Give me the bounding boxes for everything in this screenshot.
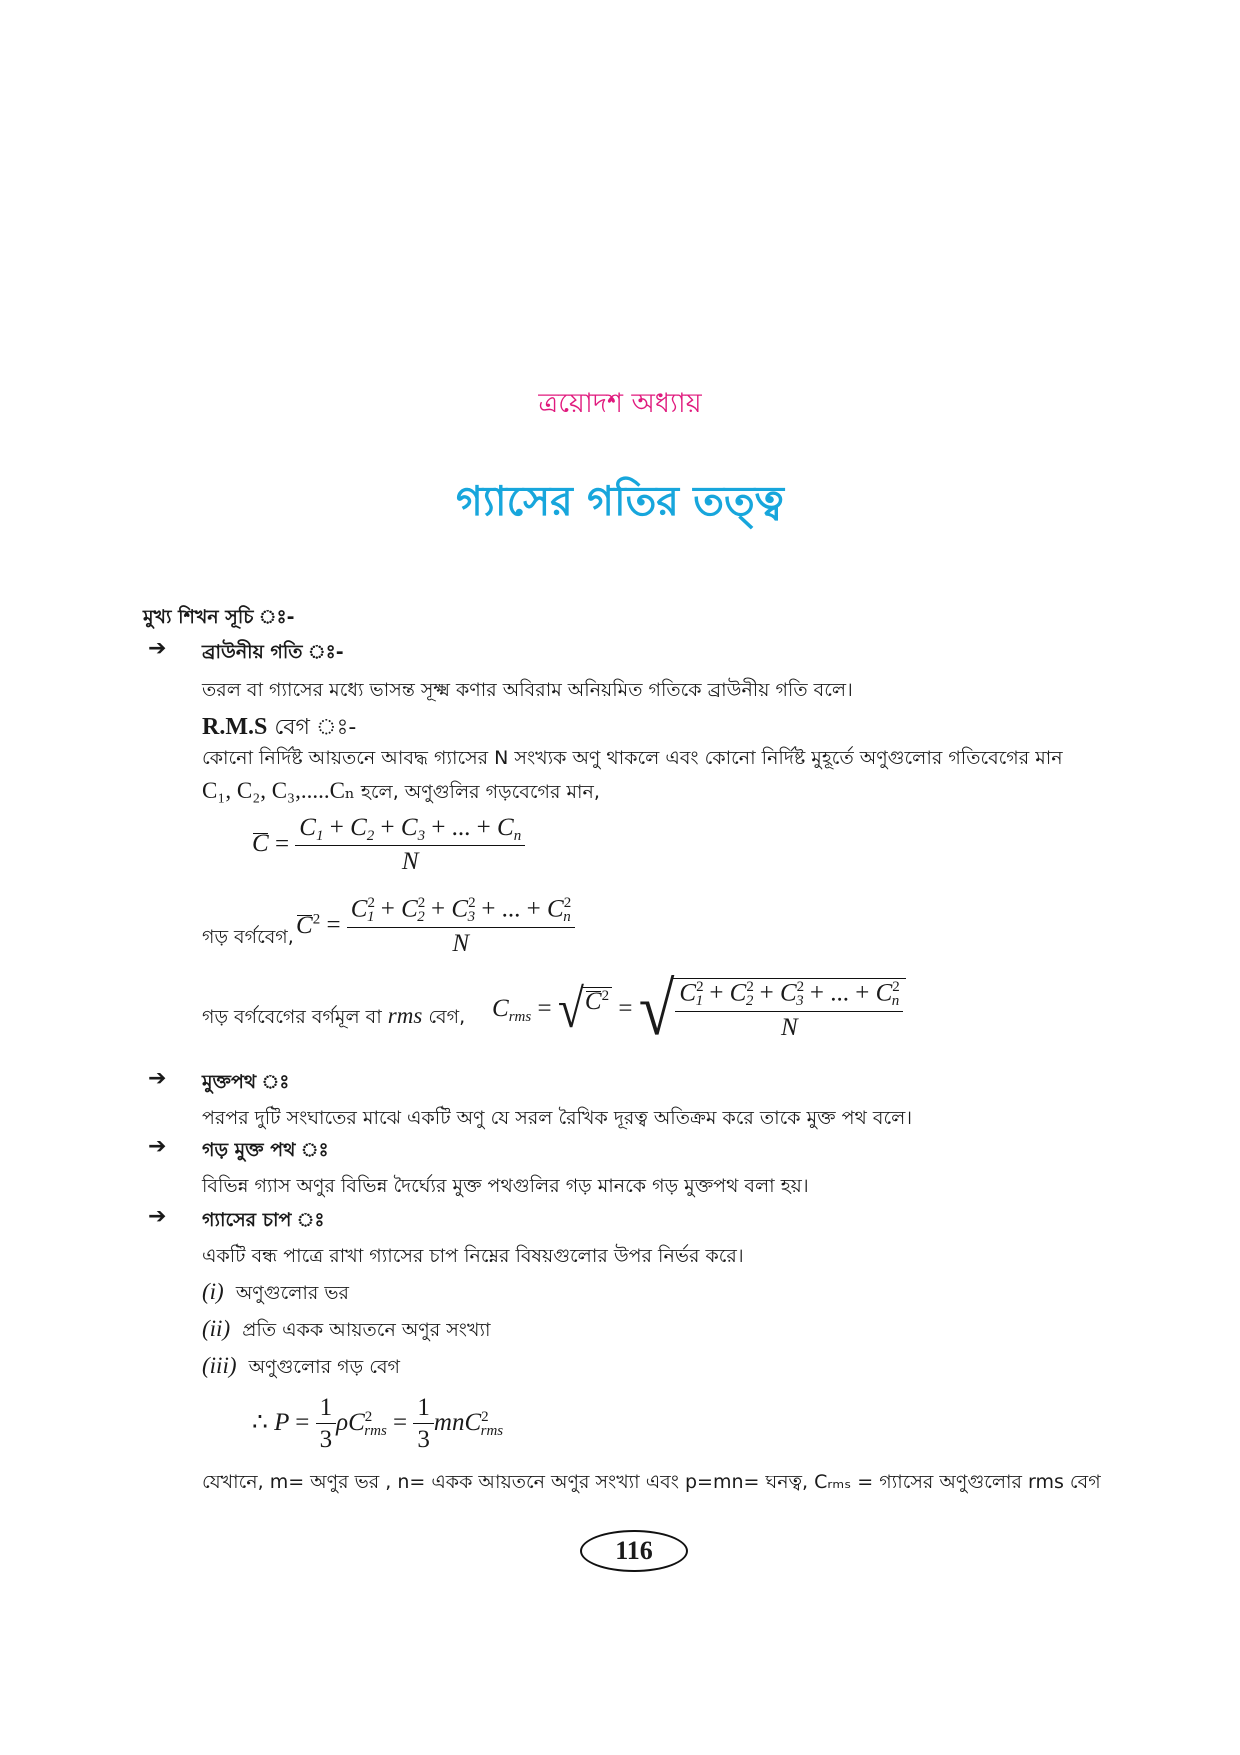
where-line: যেখানে, m= অণুর ভর , n= একক আয়তনে অণুর সংখ্যা এবং p=mn= ঘনত্ব, Cᵣₘₛ = গ্যাসের অণুগুলোর rms বেগ	[202, 1471, 1101, 1493]
rms-label	[202, 1003, 465, 1035]
arrow-right-icon: ➔	[148, 1134, 167, 1159]
mean-free-path-text: বিভিন্ন গ্যাস অণুর বিভিন্ন দৈর্ঘ্যের মুক্ত পথগুলির গড় মানকে গড় মুক্তপথ বলা হয়।	[202, 1175, 809, 1197]
rms-heading-suffix: বেগ ঃ-	[267, 715, 357, 740]
free-path-heading: মুক্তপথ ঃ	[202, 1071, 290, 1093]
rms-label-suffix: বেগ,	[428, 1006, 466, 1028]
rms-text-line1: কোনো নির্দিষ্ট আয়তনে আবদ্ধ গ্যাসের N সংখ্যক অণু থাকলে এবং কোনো নির্দিষ্ট মুহূর্তে অণুগুলোর গতিবেগের মান	[202, 747, 1063, 769]
rms-heading	[202, 710, 356, 747]
mean-speed-formula: C = $\frac{C_1 + C_2 + C_3 + ... + C_n}{N}$	[252, 814, 525, 878]
arrow-right-icon: ➔	[148, 636, 167, 661]
free-path-text: পরপর দুটি সংঘাতের মাঝে একটি অণু যে সরল রৈখিক দূরত্ব অতিক্রম করে তাকে মুক্ত পথ বলে।	[202, 1107, 913, 1129]
rms-label-prefix: গড় বর্গবেগের বর্গমূল বা	[202, 1006, 382, 1028]
gas-pressure-text: একটি বন্ধ পাত্রে রাখা গ্যাসের চাপ নিম্নের বিষয়গুলোর উপর নির্ভর করে।	[202, 1245, 744, 1267]
mean-square-label: গড় বর্গবেগ,	[202, 926, 294, 948]
mean-free-path-heading: গড় মুক্ত পথ ঃ	[202, 1139, 329, 1161]
pressure-formula: ∴ P = $\frac{1}{3}$ $\rho C^2_{rms}$ = $\frac{1}{3}$ mnC$^2_{rms}$	[252, 1394, 504, 1453]
rms-heading-prefix: R.M.S	[202, 714, 268, 740]
factor-item: (i) অণুগুলোর ভর	[202, 1279, 350, 1304]
rms-text-line2	[202, 778, 600, 810]
rms-formula: $C_{rms}$ = √ $C^2$ = √ $\frac{C^2_1 + C^2_2 + C^2_3 + ... + C^2_n}{N}$	[492, 978, 906, 1043]
mean-square-formula: $C^2$ = $\frac{C^2_1 + C^2_2 + C^2_3 + ... + C^2_n}{N}$	[296, 895, 575, 959]
brownian-heading: ব্রাউনীয় গতি ঃ-	[202, 641, 344, 663]
gas-pressure-heading: গ্যাসের চাপ ঃ	[202, 1209, 325, 1231]
chapter-label: ত্রয়োদশ অধ্যায়	[538, 388, 702, 419]
factor-item: (ii) প্রতি একক আয়তনে অণুর সংখ্যা	[202, 1316, 491, 1341]
factor-item: (iii) অণুগুলোর গড় বেগ	[202, 1353, 400, 1378]
speed-list: C₁, C₂, C₃,.....Cₙ	[202, 778, 355, 803]
key-points-heading: মুখ্য শিখন সূচি ঃ-	[143, 606, 295, 628]
arrow-right-icon: ➔	[148, 1204, 167, 1229]
page-number: 116	[580, 1530, 688, 1572]
arrow-right-icon: ➔	[148, 1066, 167, 1091]
brownian-text: তরল বা গ্যাসের মধ্যে ভাসন্ত সূক্ষ্ম কণার অবিরাম অনিয়মিত গতিকে ব্রাউনীয় গতি বলে।	[202, 679, 853, 701]
chapter-title: গ্যাসের গতির তত্ত্ব	[456, 477, 784, 525]
rms-text-line2-rest: হলে, অণুগুলির গড়বেগের মান,	[354, 781, 600, 803]
rms-label-symbol: rms	[387, 1003, 423, 1028]
